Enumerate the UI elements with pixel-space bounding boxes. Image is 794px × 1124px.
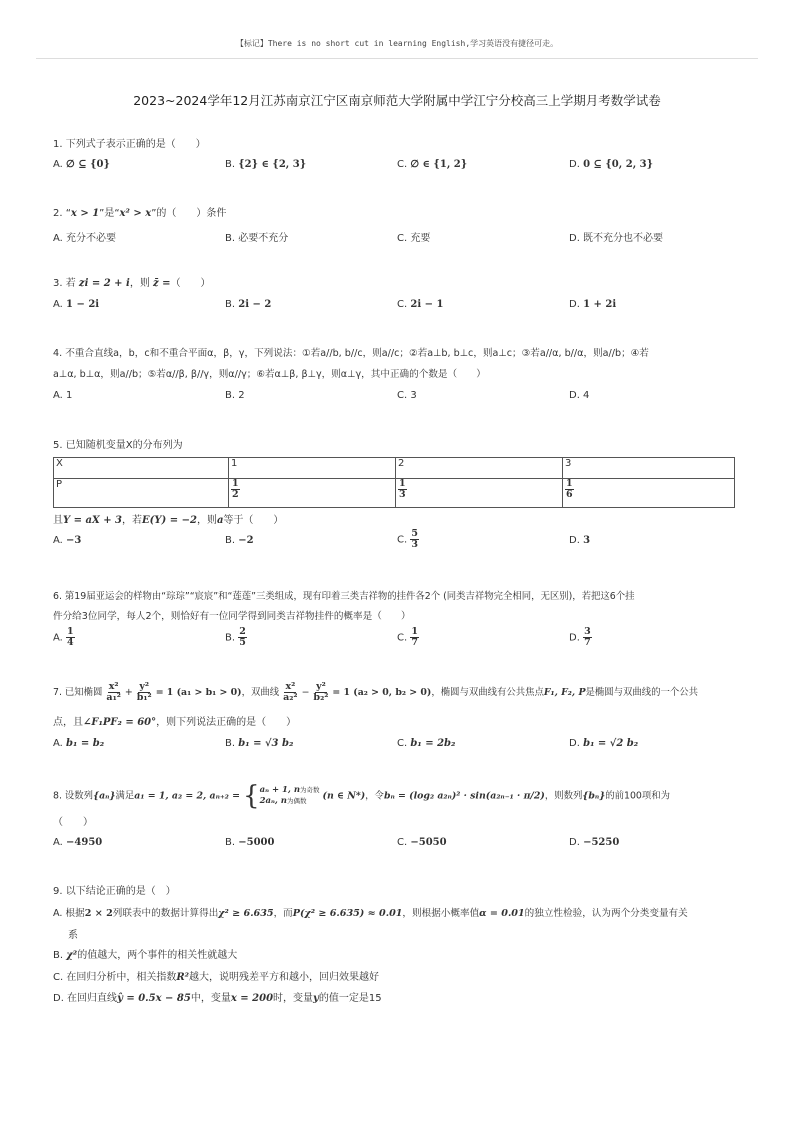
question-4-options (53, 390, 753, 406)
table-cell (563, 479, 735, 508)
option-b[interactable]: B. −2 (225, 535, 254, 546)
option-d[interactable]: D. −5250 (569, 837, 620, 848)
option-d[interactable]: D. 既不充分也不必要 (569, 233, 664, 244)
option-c[interactable]: C. 2i − 1 (397, 299, 444, 310)
question-3-options (53, 299, 753, 315)
question-5-options (53, 528, 753, 551)
table-row (54, 479, 735, 508)
table-row (54, 458, 735, 479)
option-c[interactable]: C. 3 (397, 390, 417, 401)
option-a[interactable]: A. ∅ ⊆ {0} (53, 159, 110, 170)
question-1-options (53, 159, 753, 175)
option-a[interactable]: A. 1 (53, 390, 73, 401)
exam-title: 2023~2024学年12月江苏南京江宁区南京师范大学附属中学江宁分校高三上学期月考数学试卷 (133, 93, 661, 108)
option-c[interactable]: C. b₁ = 2b₂ (397, 738, 456, 749)
option-d[interactable]: D. 4 (569, 390, 590, 401)
fraction: $\frac{1}{3}$ (399, 478, 406, 500)
table-cell (396, 479, 563, 508)
question-6-stem-line2: 件分给3位同学，每人2个，则恰好有一位同学得到同类吉祥物挂件的概率是（ ） (53, 611, 411, 622)
option-b[interactable]: B. 2i − 2 (225, 299, 272, 310)
question-5-condition: 且Y = aX + 3，若E(Y) = −2，则a等于（ ） (53, 515, 284, 526)
question-9-stem: 9. 以下结论正确的是（ ） (53, 886, 176, 897)
question-9-option-a-continued: 系 (68, 930, 78, 941)
option-a[interactable]: A. 充分不必要 (53, 233, 117, 244)
question-8-stem-line1: 8. 设数列{aₙ}满足a₁ = 1, a₂ = 2, aₙ₊₂ = { aₙ + 1, n为奇数 2aₙ, n为偶数 (n ∈ N*)，令bₙ = (log₂ a₂ₙ)² · sin(a₂ₙ₋₁ · π/2)，则数列{bₙ}的前100项和为 (53, 781, 671, 811)
distribution-table (53, 457, 735, 508)
fraction: $\frac{1}{2}$ (232, 478, 239, 500)
table-cell: P (54, 479, 229, 508)
option-d[interactable]: D. 0 ⊆ {0, 2, 3} (569, 159, 654, 170)
option-b[interactable]: B. −5000 (225, 837, 275, 848)
header-note: 【标记】There is no short cut in learning English,学习英语没有捷径可走。 (235, 39, 559, 48)
hyperbola-fraction-y: $\frac{\text{y²}}{\text{b₂²}}$ (313, 681, 329, 703)
option-b[interactable]: B. b₁ = √3 b₂ (225, 738, 294, 749)
ellipse-fraction-x: $\frac{\text{x²}}{\text{a₁²}}$ (106, 681, 121, 703)
header-divider (36, 58, 758, 59)
question-6-options (53, 626, 753, 648)
question-8-stem-line2: （ ） (53, 817, 93, 828)
question-2-options (53, 229, 753, 245)
option-a[interactable]: A. 1 − 2i (53, 299, 100, 310)
option-c[interactable]: C. $\frac{1}{7}$ (397, 626, 418, 648)
question-4-stem-line2: a⊥α, b⊥α，则a//b；⑤若α//β, β//γ，则α//γ；⑥若α⊥β, β⊥γ，则α⊥γ，其中正确的个数是（ ） (53, 369, 486, 380)
question-1-stem: 1. 下列式子表示正确的是（ ） (53, 139, 206, 150)
question-7-stem-line1: 7. 已知椭圆 $\frac{\text{x²}}{\text{a₁²}}$ + $\frac{\text{y²}}{\text{b₁²}}$ = 1 (a₁ > b₁ > 0)，双曲线 $\frac{\text{x²}}{\text{a₂²}}$ − $\frac{\text{y²}}{\text{b₂²}}$ = 1 (a₂ > 0, b₂ > 0)，椭圆与双曲线有公共焦点F₁, F₂, P是椭圆与双曲线的一个公共 (53, 681, 699, 703)
question-2-stem: 2. “x > 1”是“x² > x”的（ ）条件 (53, 208, 227, 219)
question-5-stem: 5. 已知随机变量X的分布列为 (53, 440, 183, 451)
option-b[interactable]: B. {2} ∈ {2, 3} (225, 159, 307, 170)
question-4-stem-line1: 4. 不重合直线a，b，c和不重合平面α，β，γ，下列说法：①若a//b, b//c，则a//c；②若a⊥b, b⊥c，则a⊥c；③若a//α, b//α，则a//b；④若 (53, 348, 649, 359)
piecewise-cases: aₙ + 1, n为奇数 2aₙ, n为偶数 (259, 785, 320, 806)
question-8-options (53, 837, 753, 853)
option-c[interactable]: C. 充要 (397, 233, 431, 244)
option-a[interactable]: A. −4950 (53, 837, 103, 848)
option-a[interactable]: A. b₁ = b₂ (53, 738, 105, 749)
table-cell: 2 (396, 458, 563, 479)
option-a[interactable]: A. −3 (53, 535, 82, 546)
question-7-options (53, 738, 753, 754)
question-9-option-b[interactable]: B. χ²的值越大，两个事件的相关性就越大 (53, 950, 238, 961)
question-9-option-d[interactable]: D. 在回归直线ŷ = 0.5x − 85中，变量x = 200时，变量y的值一定是15 (53, 993, 382, 1004)
option-a[interactable]: A. $\frac{1}{4}$ (53, 626, 74, 648)
hyperbola-fraction-x: $\frac{\text{x²}}{\text{a₂²}}$ (283, 681, 298, 703)
option-d[interactable]: D. $\frac{3}{7}$ (569, 626, 591, 648)
option-b[interactable]: B. $\frac{2}{5}$ (225, 626, 246, 648)
table-cell: 3 (563, 458, 735, 479)
option-b[interactable]: B. 2 (225, 390, 245, 401)
question-3-stem: 3. 若 zi = 2 + i，则 z̄ =（ ） (53, 278, 211, 289)
ellipse-fraction-y: $\frac{\text{y²}}{\text{b₁²}}$ (136, 681, 152, 703)
table-cell: X (54, 458, 229, 479)
option-c[interactable]: C. ∅ ∈ {1, 2} (397, 159, 468, 170)
fraction: $\frac{1}{6}$ (566, 478, 573, 500)
question-9-option-a[interactable]: A. 根据2 × 2列联表中的数据计算得出χ² ≥ 6.635，而P(χ² ≥ 6.635) ≈ 0.01，则根据小概率值α = 0.01的独立性检验，认为两个分类变量有关 (53, 908, 688, 919)
option-c[interactable]: C. −5050 (397, 837, 447, 848)
table-cell (229, 479, 396, 508)
question-6-stem-line1: 6. 第19届亚运会的样物由“琮琮”“宸宸”和“莲莲”三类组成，现有印着三类吉祥物的挂件各2个 (同类吉祥物完全相同，无区别)，若把这6个挂 (53, 591, 635, 602)
table-cell: 1 (229, 458, 396, 479)
option-b[interactable]: B. 必要不充分 (225, 233, 289, 244)
question-7-stem-line2: 点，且∠F₁PF₂ = 60°，则下列说法正确的是（ ） (53, 717, 297, 728)
option-d[interactable]: D. b₁ = √2 b₂ (569, 738, 639, 749)
option-d[interactable]: D. 3 (569, 535, 591, 546)
option-d[interactable]: D. 1 + 2i (569, 299, 617, 310)
question-9-option-c[interactable]: C. 在回归分析中，相关指数R²越大，说明残差平方和越小，回归效果越好 (53, 972, 380, 983)
option-c[interactable]: C. $\frac{5}{3}$ (397, 528, 418, 550)
